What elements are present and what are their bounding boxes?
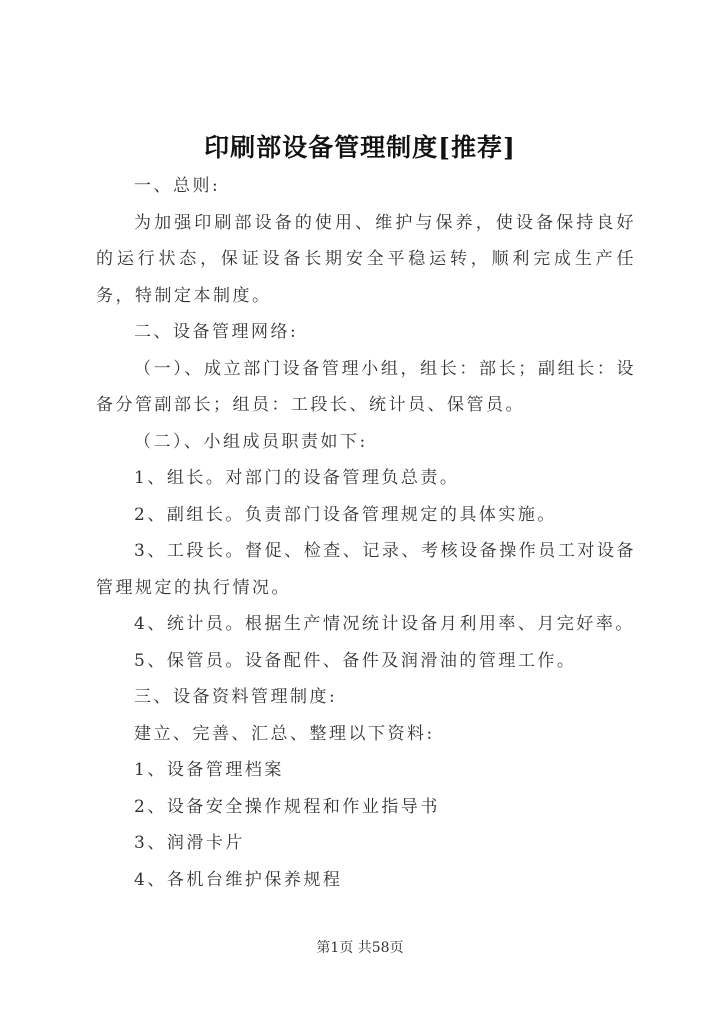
- paragraph-purpose: 为加强印刷部设备的使用、维护与保养，使设备保持良好的运行状态，保证设备长期安全平稳运转，顺利完成生产任务，特制定本制度。: [96, 212, 636, 306]
- paragraph-duties-intro: （二）、小组成员职责如下:: [134, 431, 368, 452]
- document-title: 印刷部设备管理制度[推荐]: [204, 133, 516, 162]
- section-heading-network: 二、设备管理网络:: [134, 322, 299, 342]
- list-item-archive: 1、设备管理档案: [134, 760, 284, 780]
- section-heading-records: 三、设备资料管理制度:: [134, 687, 338, 707]
- list-item-maintenance-rules: 4、各机台维护保养规程: [134, 869, 343, 890]
- list-item-deputy-leader: 2、副组长。负责部门设备管理规定的具体实施。: [134, 504, 557, 525]
- list-item-leader: 1、组长。对部门的设备管理负总责。: [134, 468, 460, 488]
- list-item-section-chief: 3、工段长。督促、检查、记录、考核设备操作员工对设备管理规定的执行情况。: [96, 541, 636, 598]
- list-item-lubrication-card: 3、润滑卡片: [134, 833, 245, 853]
- page-number-footer: 第1页 共58页: [316, 940, 404, 956]
- paragraph-records-intro: 建立、完善、汇总、整理以下资料:: [134, 723, 435, 744]
- list-item-operating-rules: 2、设备安全操作规程和作业指导书: [134, 796, 440, 817]
- section-heading-general: 一、总则:: [134, 176, 221, 196]
- paragraph-group-setup: （一）、成立部门设备管理小组，组长：部长；副组长：设备分管副部长；组员：工段长、统计员、保管员。: [96, 358, 636, 415]
- list-item-keeper: 5、保管员。设备配件、备件及润滑油的管理工作。: [134, 650, 577, 671]
- list-item-statistician: 4、统计员。根据生产情况统计设备月利用率、月完好率。: [134, 614, 635, 634]
- document-body: [96, 168, 636, 898]
